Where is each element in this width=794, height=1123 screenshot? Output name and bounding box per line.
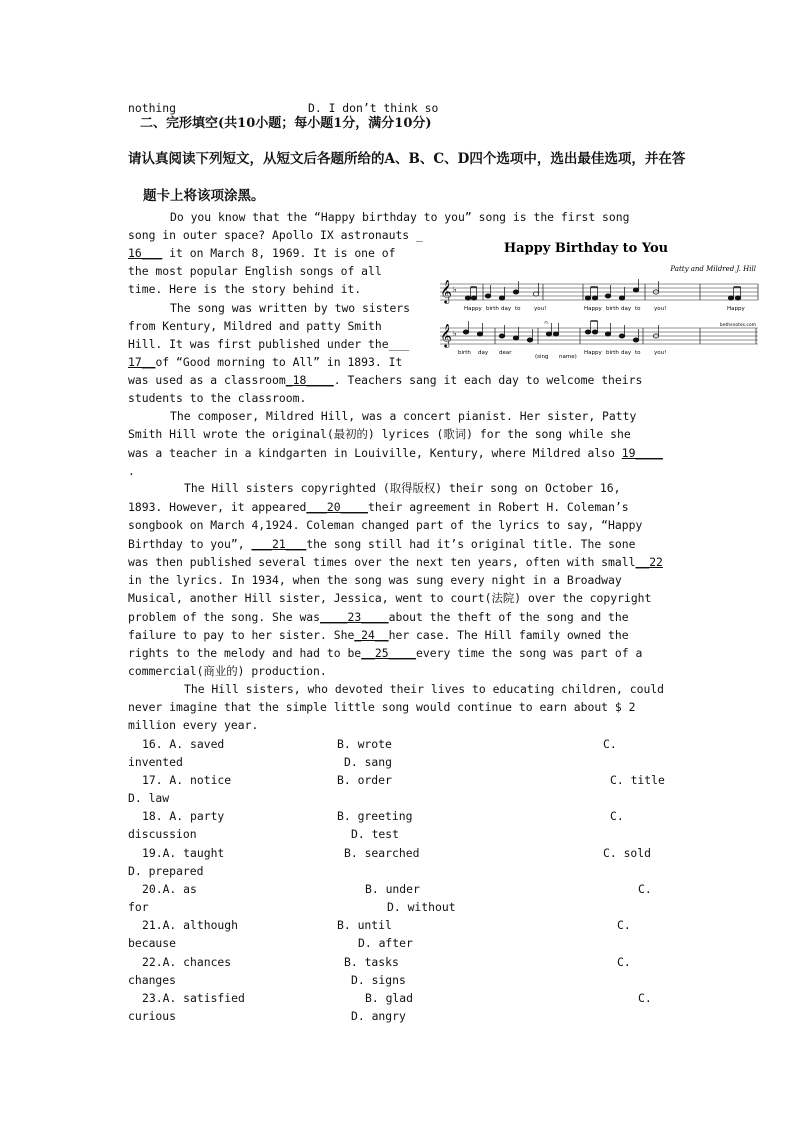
passage-line (128, 244, 395, 262)
question-option-b: B. greeting (337, 809, 413, 823)
fermata-icon: 𝄐 (544, 318, 549, 327)
treble-clef-icon: 𝄞 (440, 323, 452, 347)
passage-text: Hill. It was first published under the___ (128, 337, 410, 351)
note-head (633, 288, 639, 292)
note-head (605, 332, 611, 336)
blank-number: ____23____ (320, 610, 389, 624)
lyric-syllable: birth (486, 306, 499, 312)
lyric-syllable: you! (654, 350, 667, 356)
note-head (585, 296, 591, 300)
question-option-b: B. glad (365, 991, 414, 1005)
note-head (471, 296, 477, 300)
lyric-syllable: to (635, 306, 641, 312)
note-head (465, 296, 471, 300)
flat-icon: ♭ (453, 285, 457, 294)
passage-text: . Teachers sang it each day to welcome theirs (333, 373, 643, 387)
passage-text: The composer, Mildred Hill, was a concert pianist. Her sister, Patty (170, 409, 637, 423)
passage-text: about the theft of the song and the (388, 610, 629, 624)
passage-line (184, 680, 664, 698)
lyric-syllable: day (501, 306, 512, 312)
blank-number: 16___ (128, 246, 163, 260)
passage-text: never imagine that the simple little song would continue to earn about $ 2 (128, 700, 636, 714)
instruction-line-1: 请认真阅读下列短文，从短文后各题所给的A、B、C、D四个选项中，选出最佳选项，并在答 (128, 151, 686, 167)
passage-text: from Kentury, Mildred and patty Smith (128, 319, 382, 333)
question-option-c-cont: because (128, 936, 177, 950)
lyric-syllable: dear (499, 350, 512, 356)
passage-line (128, 571, 622, 589)
lyric-syllable: to (515, 306, 521, 312)
passage-text: commercial(商业的) production. (128, 664, 327, 678)
passage-text: Smith Hill wrote the original(最初的) lyrices (歌词) for the song while she (128, 427, 631, 441)
lyric-syllable: to (635, 350, 641, 356)
question-option-b: B. under (365, 882, 420, 896)
note-head (553, 332, 559, 336)
lyric-syllable: day (621, 306, 632, 312)
passage-line (128, 280, 361, 298)
passage-line (128, 662, 327, 680)
question-option-c-cont: discussion (128, 827, 197, 841)
passage-text: their agreement in Robert H. Coleman’s (368, 500, 629, 514)
passage-text: failure to pay to her sister. She (128, 628, 355, 642)
passage-text: students to the classroom. (128, 391, 307, 405)
question-option-d: D. without (387, 900, 456, 914)
question-option-c-cont: for (128, 900, 149, 914)
sheet-title: Happy Birthday to You (503, 241, 669, 256)
lyric-syllable: py (738, 306, 745, 312)
instruction-line-2: 题卡上将该项涂黑。 (143, 188, 265, 204)
note-head (735, 296, 741, 300)
note-head (499, 296, 505, 300)
staff-line-2 (440, 318, 758, 348)
passage-line (128, 553, 663, 571)
passage-text: the most popular English songs of all (128, 264, 382, 278)
passage-line (128, 389, 306, 407)
question-option-a: 17. A. notice (142, 773, 232, 787)
note-head (513, 290, 519, 294)
passage-text: every time the song was part of a (416, 646, 643, 660)
question-option-d: D. signs (351, 973, 406, 987)
sheet-music-image (438, 228, 760, 366)
passage-text: rights to the melody and had to be (128, 646, 362, 660)
lyric-syllable: py (475, 306, 482, 312)
question-option-d: D. sang (344, 755, 393, 769)
question-option-d: D. test (351, 827, 400, 841)
note-head (592, 330, 598, 334)
note-head (546, 332, 552, 336)
passage-line (128, 371, 642, 389)
passage-text: problem of the song. She was (128, 610, 321, 624)
lyric-syllable: Hap (464, 306, 475, 312)
lyric-syllable: py (595, 306, 602, 312)
note-head (513, 336, 519, 340)
passage-line (128, 716, 258, 734)
blank-number: __25____ (361, 646, 417, 660)
lyric-syllable: (sing (535, 354, 549, 360)
passage-line (128, 226, 423, 244)
question-option-c: C. title (610, 773, 665, 787)
note-head (477, 332, 483, 336)
lyric-syllable: Hap (727, 306, 738, 312)
question-option-c: C. sold (603, 846, 652, 860)
blank-number: 19____ (621, 446, 663, 460)
passage-line (184, 479, 620, 497)
blank-number: __22 (635, 555, 663, 569)
blank-number: _18____ (285, 373, 334, 387)
lyric-syllable: birth (606, 350, 619, 356)
question-option-b: B. searched (344, 846, 420, 860)
note-head (633, 338, 639, 342)
note-head (619, 334, 625, 338)
option-c-text: nothing (128, 101, 177, 115)
passage-text: in the lyrics. In 1934, when the song was sung every night in a Broadway (128, 573, 622, 587)
passage-line (128, 608, 629, 626)
passage-line (128, 317, 382, 335)
question-option-d: D. after (358, 936, 413, 950)
passage-line (128, 335, 409, 353)
passage-text: it on March 8, 1969. It is one of (162, 246, 396, 260)
passage-line (128, 498, 629, 516)
passage-text: The Hill sisters copyrighted (取得版权) their song on October 16, (184, 481, 621, 495)
passage-text: The Hill sisters, who devoted their lives to educating children, could (184, 682, 665, 696)
lyric-syllable: Hap (584, 350, 595, 356)
blank-number: _24__ (354, 628, 389, 642)
passage-text: songbook on March 4,1924. Coleman changed part of the lyrics to say, “Happy (128, 518, 643, 532)
blank-number: ___20____ (306, 500, 369, 514)
passage-text: was used as a classroom (128, 373, 286, 387)
passage-text: was a teacher in a kindgarten in Louiville, Kentury, where Mildred also (128, 446, 622, 460)
question-option-c: C. (638, 882, 652, 896)
passage-text: Do you know that the “Happy birthday to you” song is the first song (170, 210, 630, 224)
passage-line (128, 626, 629, 644)
treble-clef-icon: 𝄞 (440, 279, 452, 303)
note-head (485, 294, 491, 298)
question-option-d: D. prepared (128, 864, 204, 878)
question-option-d: D. angry (351, 1009, 406, 1023)
passage-line (128, 644, 642, 662)
question-option-b: B. until (337, 918, 392, 932)
option-d-text: D. I don’t think so (308, 101, 439, 115)
lyric-syllable: birth (458, 350, 471, 356)
question-option-a: 22.A. chances (142, 955, 232, 969)
passage-text: million every year. (128, 718, 259, 732)
question-option-c: C. (638, 991, 652, 1005)
note-head (463, 330, 469, 334)
passage-line (128, 462, 135, 480)
question-option-a: 18. A. party (142, 809, 225, 823)
sheet-composer: Patty and Mildred J. Hill (670, 265, 756, 273)
staff-line-1 (440, 279, 758, 304)
passage-text: her case. The Hill family owned the (388, 628, 629, 642)
note-head (499, 334, 505, 338)
passage-line (128, 353, 402, 371)
question-option-b: B. wrote (337, 737, 392, 751)
lyric-syllable: you! (534, 306, 547, 312)
passage-text: Musical, another Hill sister, Jessica, went to court(法院) over the copyright (128, 591, 652, 605)
flat-icon: ♭ (453, 329, 457, 338)
section-heading: 二、完形填空(共10小题；每小题1分，满分10分) (140, 116, 432, 131)
question-option-c: C. (610, 809, 624, 823)
passage-line (170, 299, 410, 317)
question-option-c: C. (617, 918, 631, 932)
passage-text: was then published several times over the next ten years, often with small (128, 555, 636, 569)
passage-line (170, 407, 636, 425)
lyric-syllable: you! (654, 306, 667, 312)
question-option-c-cont: invented (128, 755, 183, 769)
lyric-syllable: Hap (584, 306, 595, 312)
passage-text: song in outer space? Apollo IX astronauts _ (128, 228, 423, 242)
passage-text: the song still had it’s original title. The sone (306, 537, 636, 551)
question-option-a: 20.A. as (142, 882, 197, 896)
question-option-a: 16. A. saved (142, 737, 225, 751)
question-option-a: 21.A. although (142, 918, 239, 932)
passage-line (128, 425, 631, 443)
blank-number: 17__ (128, 355, 156, 369)
question-option-b: B. tasks (344, 955, 399, 969)
passage-line (128, 535, 636, 553)
note-head (605, 294, 611, 298)
note-head (592, 296, 598, 300)
passage-text: time. Here is the story behind it. (128, 282, 362, 296)
question-option-d: D. law (128, 791, 170, 805)
lyrics-line-2 (458, 350, 666, 360)
lyric-syllable: py (595, 350, 602, 356)
passage-line (170, 208, 629, 226)
question-option-c-cont: curious (128, 1009, 177, 1023)
passage-text: 1893. However, it appeared (128, 500, 307, 514)
question-option-a: 23.A. satisfied (142, 991, 245, 1005)
passage-text: of “Good morning to All” in 1893. It (155, 355, 403, 369)
question-option-c-cont: changes (128, 973, 177, 987)
passage-text: Birthday to you”, (128, 537, 252, 551)
note-head (527, 338, 533, 342)
passage-line (128, 698, 635, 716)
sheet-site: bethsnotes.com (719, 323, 756, 328)
passage-line (128, 516, 642, 534)
question-option-c: C. (617, 955, 631, 969)
passage-line (128, 262, 382, 280)
note-head (619, 296, 625, 300)
lyric-syllable: birth (606, 306, 619, 312)
blank-number: ___21___ (251, 537, 307, 551)
passage-line (128, 444, 663, 462)
question-option-b: B. order (337, 773, 392, 787)
note-head (585, 330, 591, 334)
passage-text: The song was written by two sisters (170, 301, 411, 315)
question-option-a: 19.A. taught (142, 846, 225, 860)
passage-text: . (128, 464, 135, 478)
question-option-c: C. (603, 737, 617, 751)
lyric-syllable: day (478, 350, 489, 356)
lyric-syllable: name) (559, 354, 577, 360)
passage-line (128, 589, 651, 607)
lyric-syllable: day (621, 350, 632, 356)
lyrics-line-1 (464, 306, 745, 312)
note-head (533, 292, 539, 296)
note-head (728, 296, 734, 300)
